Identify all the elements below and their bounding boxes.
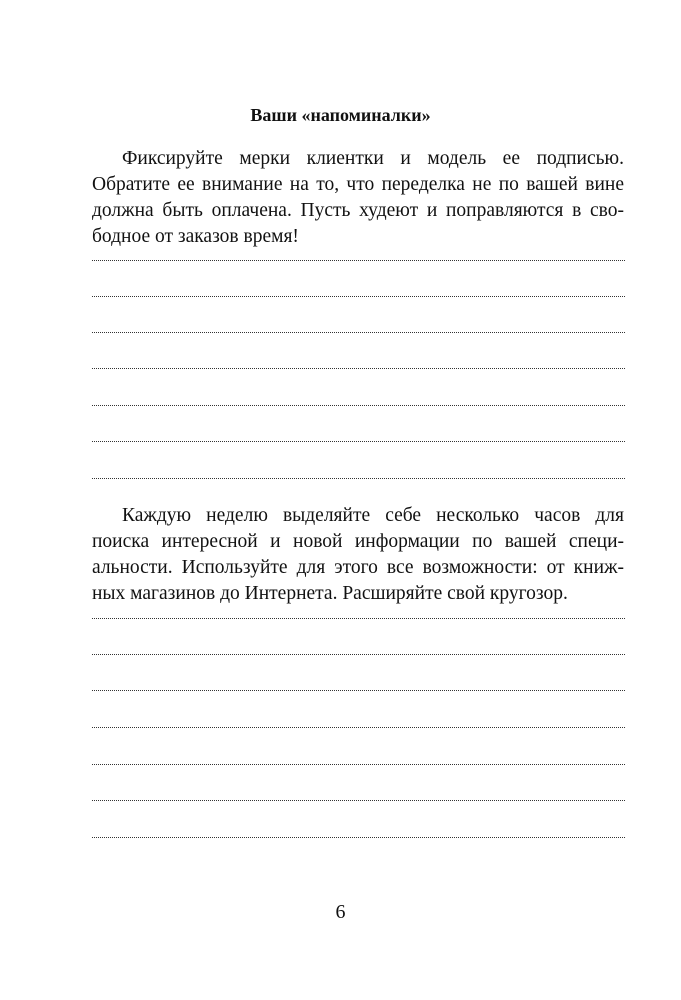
note-line[interactable]: [92, 727, 625, 728]
note-line[interactable]: [92, 654, 625, 655]
paragraph-measurements: [92, 146, 624, 250]
note-line[interactable]: [92, 441, 625, 442]
paragraph-line: альности. Используйте для этого все возможности: от книж-: [92, 557, 624, 578]
paragraph-line: Каждую неделю выделяйте себе несколько часов для: [122, 505, 624, 526]
note-line[interactable]: [92, 764, 625, 765]
paragraph-line: ных магазинов до Интернета. Расширяйте свой кругозор.: [92, 583, 568, 604]
paragraph-information: [92, 503, 624, 607]
note-line[interactable]: [92, 837, 625, 838]
note-line[interactable]: [92, 332, 625, 333]
page-number: 6: [335, 901, 346, 923]
note-line[interactable]: [92, 478, 625, 479]
note-line[interactable]: [92, 690, 625, 691]
note-line[interactable]: [92, 296, 625, 297]
paragraph-line: должна быть оплачена. Пусть худеют и поправляются в сво-: [92, 200, 624, 221]
note-line[interactable]: [92, 368, 625, 369]
paragraph-line: поиска интересной и новой информации по вашей специ-: [92, 531, 624, 552]
note-line[interactable]: [92, 405, 625, 406]
note-line[interactable]: [92, 800, 625, 801]
section-title: Ваши «напоминалки»: [250, 105, 431, 125]
paragraph-line: Фиксируйте мерки клиентки и модель ее подписью.: [122, 148, 624, 169]
note-line[interactable]: [92, 618, 625, 619]
note-line[interactable]: [92, 260, 625, 261]
paragraph-line: бодное от заказов время!: [92, 226, 299, 247]
paragraph-line: Обратите ее внимание на то, что переделка не по вашей вине: [92, 174, 624, 195]
